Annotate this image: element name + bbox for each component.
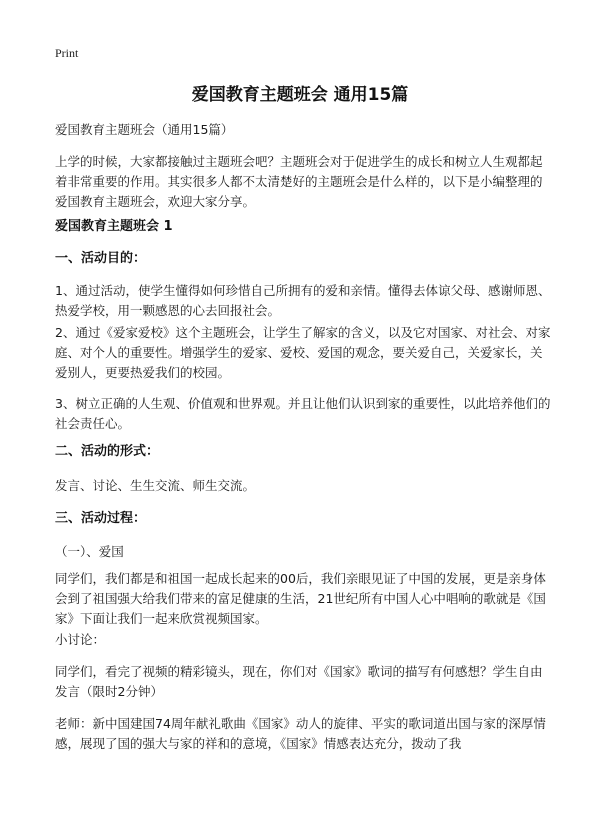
paragraph-form: 发言、讨论、生生交流、师生交流。: [55, 478, 256, 493]
heading-activity-process: 三、活动过程：: [55, 511, 147, 526]
paragraph-discussion: 同学们，看完了视频的精彩镜头，现在，你们对《国家》歌词的描写有何感想？学生自由发言（限时2分钟）: [55, 664, 543, 699]
paragraph-teacher: 老师：新中国建国74周年献礼歌曲《国家》动人的旋律、平实的歌词道出国与家的深厚情感，展现了国的强大与家的祥和的意境，《国家》情感表达充分，拨动了我: [55, 716, 546, 751]
paragraph-discussion-label: 小讨论：: [55, 632, 106, 647]
heading-activity-form: 二、活动的形式：: [55, 444, 160, 459]
paragraph-intro-video: 同学们，我们都是和祖国一起成长起来的00后，我们亲眼见证了中国的发展，更是亲身体会到了祖国强大给我们带来的富足健康的生活，21世纪所有中国人心中唱响的歌就是《国家》下面让我们一起来欣赏视频国家。: [55, 571, 546, 626]
subtitle: 爱国教育主题班会（通用15篇）: [55, 122, 234, 137]
paragraph-patriotism: （一）、爱国: [55, 544, 124, 559]
page-title: 爱国教育主题班会 通用15篇: [191, 85, 409, 105]
section-title: 爱国教育主题班会 1: [55, 219, 173, 234]
print-link[interactable]: Print: [55, 46, 79, 60]
intro-paragraph: 上学的时候，大家都接触过主题班会吧？主题班会对于促进学生的成长和树立人生观都起着非常重要的作用。其实很多人都不太清楚好的主题班会是什么样的，以下是小编整理的爱国教育主题班会，欢迎大家分享。: [55, 154, 543, 209]
paragraph-purpose-2: 2、通过《爱家爱校》这个主题班会，让学生了解家的含义，以及它对国家、对社会、对家庭、对个人的重要性。增强学生的爱家、爱校、爱国的观念，要关爱自己，关爱家长，关爱别人，更要热爱我们的校园。: [55, 325, 551, 380]
paragraph-purpose-3: 3、树立正确的人生观、价值观和世界观。并且让他们认识到家的重要性，以此培养他们的社会责任心。: [55, 396, 551, 431]
paragraph-purpose-1: 1、通过活动，使学生懂得如何珍惜自己所拥有的爱和亲情。懂得去体谅父母、感谢师恩、热爱学校，用一颗感恩的心去回报社会。: [55, 283, 551, 318]
heading-activity-purpose: 一、活动目的：: [55, 251, 147, 266]
